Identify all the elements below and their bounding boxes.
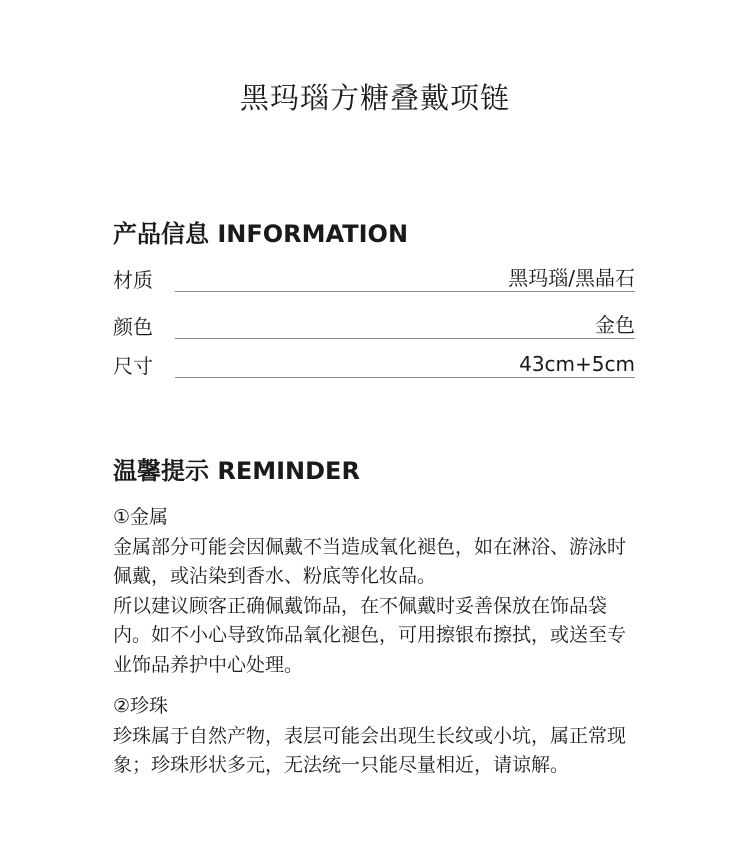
product-title: 黑玛瑙方糖叠戴项链	[239, 81, 510, 115]
reminder-heading: 温馨提示 REMINDER	[113, 457, 360, 485]
reminder-pearl-para1: 珍珠属于自然产物，表层可能会出现生长纹或小坑，属正常现象；珍珠形状多元，无法统一只能尽量相近，请谅解。	[113, 724, 627, 776]
info-divider	[175, 291, 635, 292]
info-label-size: 尺寸	[113, 354, 153, 378]
info-row-material	[113, 252, 635, 292]
info-label-material: 材质	[113, 268, 153, 292]
reminder-metal-para1: 金属部分可能会因佩戴不当造成氧化褪色，如在淋浴、游泳时佩戴，或沾染到香水、粉底等化妆品。	[113, 535, 627, 587]
info-divider	[175, 377, 635, 378]
info-value-color: 金色	[595, 313, 635, 337]
reminder-pearl-block	[113, 692, 643, 781]
reminder-metal-para2: 所以建议顾客正确佩戴饰品，在不佩戴时妥善保放在饰品袋内。如不小心导致饰品氧化褪色，可用擦银布擦拭，或送至专业饰品养护中心处理。	[113, 594, 627, 676]
info-row-size	[113, 338, 635, 378]
reminder-pearl-title: ②珍珠	[113, 695, 169, 717]
info-value-material: 黑玛瑙/黑晶石	[508, 266, 635, 290]
info-heading: 产品信息 INFORMATION	[113, 220, 409, 248]
info-row-color	[113, 299, 635, 339]
reminder-metal-block	[113, 503, 643, 680]
info-label-color: 颜色	[113, 315, 153, 339]
reminder-metal-title: ①金属	[113, 506, 169, 528]
info-value-size: 43cm+5cm	[519, 352, 635, 376]
